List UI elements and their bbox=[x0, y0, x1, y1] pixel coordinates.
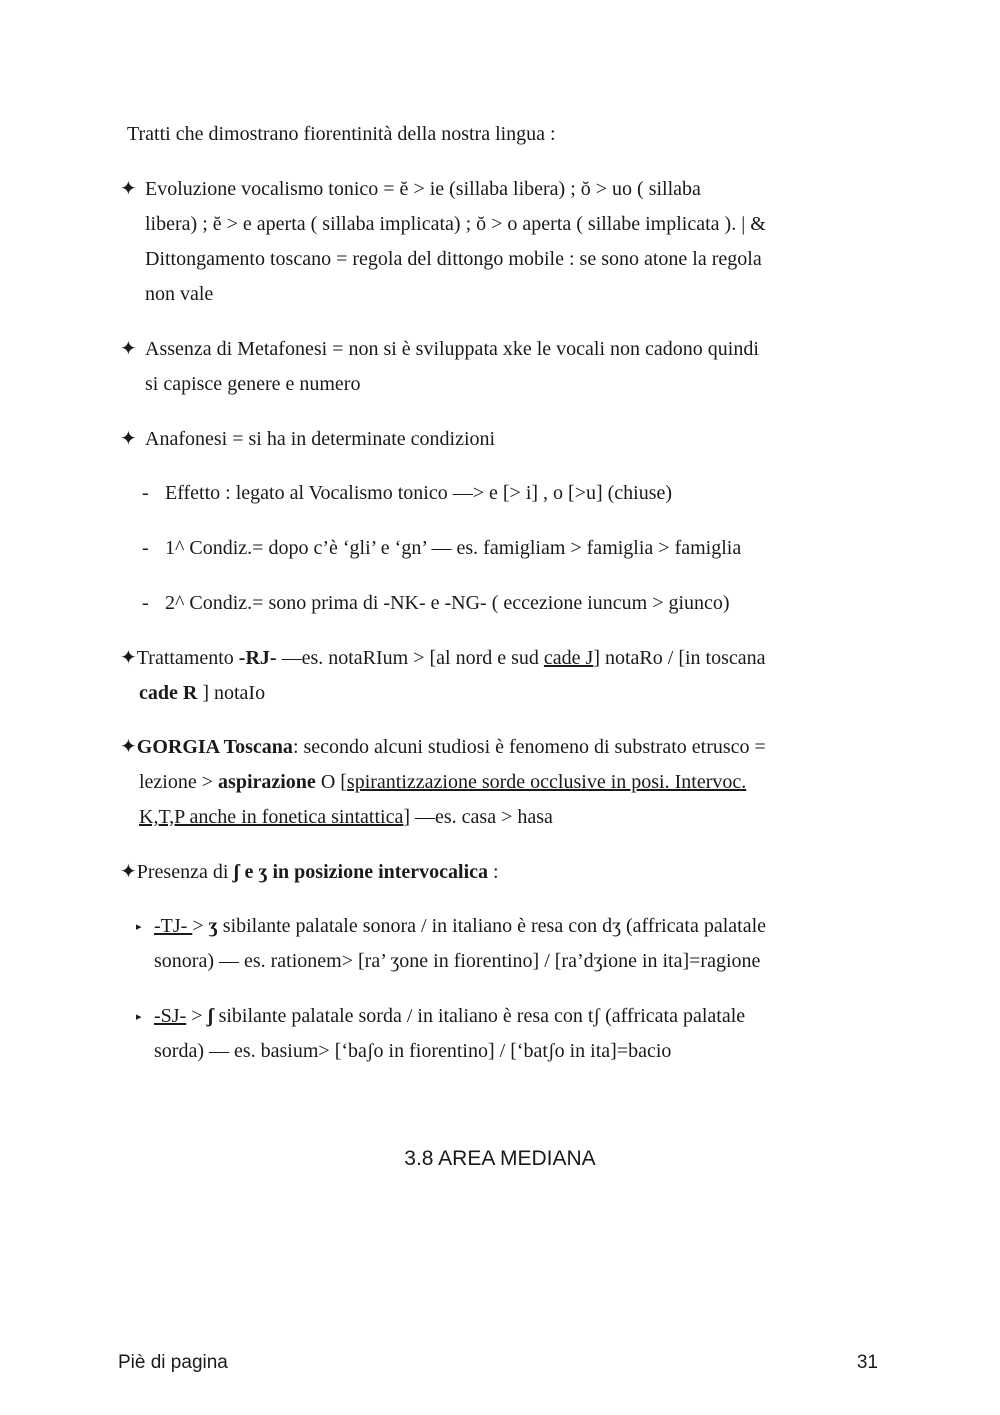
b4-text-rj: -RJ- bbox=[238, 647, 277, 669]
b1-line3: Dittongamento toscano = regola del dittongo mobile : se sono atone la regola bbox=[145, 248, 762, 270]
b1-line2: libera) ; ĕ > e aperta ( sillaba implicata) ; ŏ > o aperta ( sillabe implicata ). | & bbox=[145, 213, 766, 235]
b5-text-ktp: K,T,P anche in fonetica sintattica bbox=[139, 806, 404, 828]
b5-text-b: : secondo alcuni studiosi è fenomeno di substrato etrusco = bbox=[292, 736, 766, 758]
b4-text-e: ] notaRo / [in toscana bbox=[593, 647, 766, 669]
b2-line2: si capisce genere e numero bbox=[145, 373, 361, 395]
b4-text-cade-j: cade J bbox=[543, 647, 594, 669]
t2-text-sj: -SJ- bbox=[154, 1005, 187, 1027]
bullet-star-icon: ✦ bbox=[120, 338, 137, 360]
triangle-bullet-icon: ▸ bbox=[136, 1011, 142, 1023]
dash-icon: - bbox=[142, 592, 149, 614]
b3-line1: Anafonesi = si ha in determinate condizioni bbox=[145, 428, 496, 450]
b6-text-b: ʃ e ʒ in posizione intervocalica bbox=[233, 861, 489, 883]
t1-text-ezh: ʒ bbox=[208, 915, 218, 937]
b4-text-cade-r: cade R bbox=[139, 682, 198, 704]
b5-line1 bbox=[120, 735, 766, 759]
bullet-star-icon: ✦ bbox=[120, 428, 137, 450]
sub-item-3: 2^ Condiz.= sono prima di -NK- e -NG- ( eccezione iuncum > giunco) bbox=[165, 592, 730, 614]
b5-line2 bbox=[139, 770, 746, 794]
b5-text-spirantizzazione: spirantizzazione sorde occlusive in posi. Intervoc. bbox=[346, 771, 747, 793]
t1-line2: sonora) — es. rationem> [ra’ ʒone in fiorentino] / [ra’dʒione in ita]=ragione bbox=[154, 950, 761, 972]
b4-line2 bbox=[139, 681, 265, 705]
b6-text-c: : bbox=[488, 861, 499, 883]
b1-line4: non vale bbox=[145, 283, 214, 305]
dash-icon: - bbox=[142, 482, 149, 504]
t2-text-d: sibilante palatale sorda / in italiano è resa con tʃ (affricata palatale bbox=[213, 1005, 746, 1027]
b5-text-h: ] —es. casa > hasa bbox=[403, 806, 553, 828]
dash-icon: - bbox=[142, 537, 149, 559]
t2-line2: sorda) — es. basium> [‘baʃo in fiorentino] / [‘batʃo in ita]=bacio bbox=[154, 1040, 672, 1062]
bullet-star-icon: ✦ bbox=[120, 861, 137, 883]
page-number: 31 bbox=[856, 1352, 878, 1373]
section-heading: 3.8 AREA MEDIANA bbox=[404, 1147, 596, 1170]
b1-line1: Evoluzione vocalismo tonico = ĕ > ie (sillaba libera) ; ŏ > uo ( sillaba bbox=[145, 178, 701, 200]
t1-text-b: > bbox=[192, 915, 209, 937]
bullet-star-icon: ✦ bbox=[120, 736, 137, 758]
t2-text-esh: ʃ bbox=[207, 1005, 214, 1027]
bullet-star-icon: ✦ bbox=[120, 178, 137, 200]
b6-line1 bbox=[120, 860, 499, 884]
sub-item-2: 1^ Condiz.= dopo c’è ‘gli’ e ‘gn’ — es. famigliam > famiglia > famiglia bbox=[165, 537, 742, 559]
t1-text-d: sibilante palatale sonora / in italiano è resa con dʒ (affricata palatale bbox=[217, 915, 767, 937]
bullet-star-icon: ✦ bbox=[120, 647, 137, 669]
triangle-bullet-icon: ▸ bbox=[136, 921, 142, 933]
t2-text-b: > bbox=[186, 1005, 208, 1027]
b5-text-e: O [ bbox=[315, 771, 347, 793]
b5-text-aspirazione: aspirazione bbox=[218, 771, 316, 793]
b2-line1: Assenza di Metafonesi = non si è sviluppata xke le vocali non cadono quindi bbox=[145, 338, 759, 360]
sub-item-1: Effetto : legato al Vocalismo tonico —> e [> i] , o [>u] (chiuse) bbox=[165, 482, 673, 504]
t1-text-tj: -TJ- bbox=[154, 915, 193, 937]
b4-line1 bbox=[120, 646, 766, 670]
t2-line1 bbox=[154, 1004, 745, 1028]
t1-line1 bbox=[154, 914, 766, 938]
b5-text-gorgia: GORGIA Toscana bbox=[136, 736, 293, 758]
intro-text: Tratti che dimostrano fiorentinità della nostra lingua : bbox=[127, 123, 556, 145]
b4-text-g: ] notaIo bbox=[197, 682, 266, 704]
b6-text-a: Presenza di bbox=[136, 861, 234, 883]
b4-text-a: Trattamento bbox=[136, 647, 239, 669]
b4-text-c: —es. notaRIum > [al nord e sud bbox=[276, 647, 544, 669]
b5-line3 bbox=[139, 805, 553, 829]
b5-text-c: lezione > bbox=[139, 771, 219, 793]
footer-text: Piè di pagina bbox=[118, 1352, 228, 1373]
